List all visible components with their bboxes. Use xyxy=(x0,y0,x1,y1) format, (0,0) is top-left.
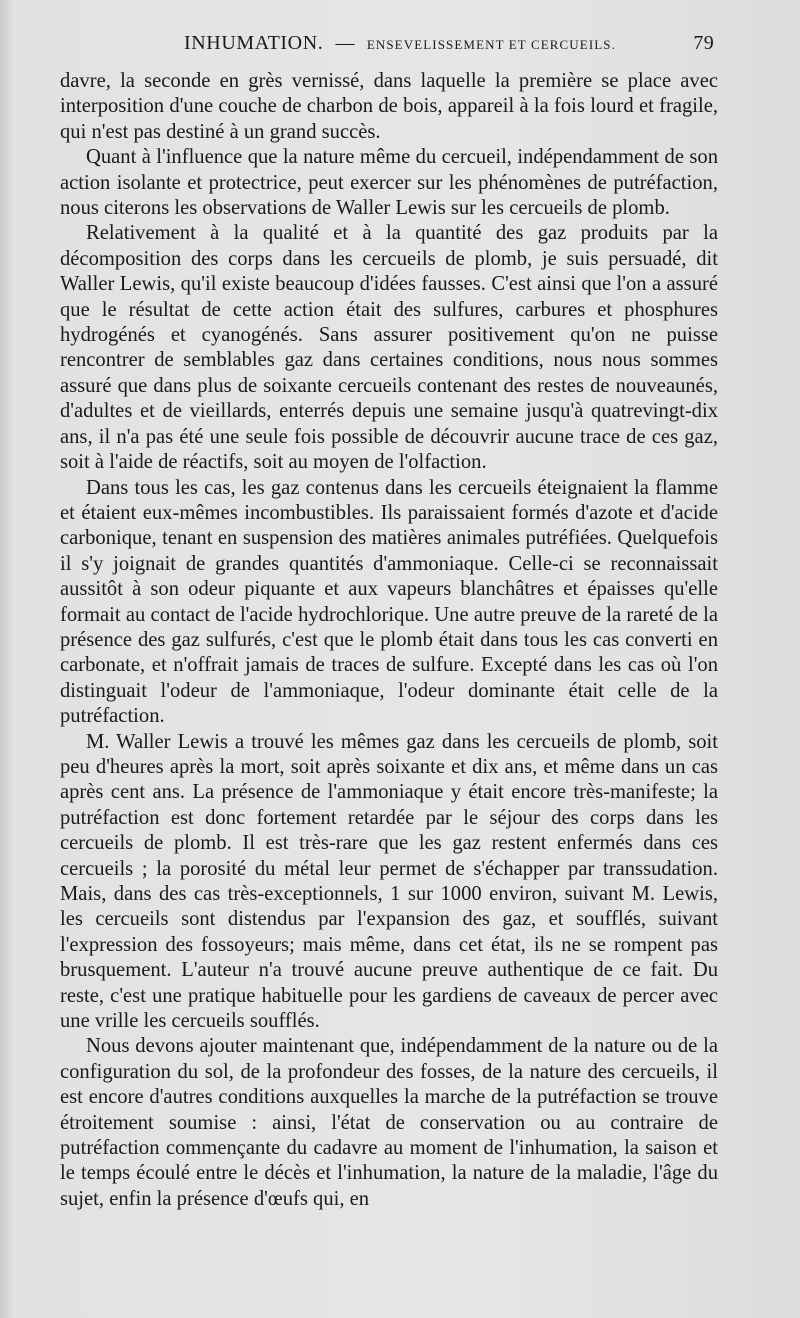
running-title-dash: — xyxy=(335,33,355,54)
paragraph-2: Quant à l'influence que la nature même du cercueil, indépendamment de son action isolante et protectrice, peut exercer sur les phénomènes de putréfaction, nous citerons les observations de Waller Lewis sur les cercueils de plomb. xyxy=(60,146,718,220)
running-title-main: INHUMATION. xyxy=(184,32,324,54)
running-header xyxy=(60,32,718,60)
paragraph-5: M. Waller Lewis a trouvé les mêmes gaz dans les cercueils de plomb, soit peu d'heures après la mort, soit après soixante et dix ans, et même dans un cas après cent ans. La présence de l'ammoniaque y était encore très-manifeste; la putréfaction est donc fortement retardée par le séjour des corps dans les cercueils de plomb. Il est très-rare que les gaz restent enfermés dans ces cercueils ; la porosité du métal leur permet de s'échapper par transsudation. Mais, dans des cas très-exceptionnels, 1 sur 1000 environ, suivant M. Lewis, les cercueils sont distendus par l'expansion des gaz, et soufflés, suivant l'expression des fossoyeurs; mais même, dans cet état, ils ne se rompent pas brusquement. L'auteur n'a trouvé aucune preuve authentique de ce fait. Du reste, c'est une pratique habituelle pour les gardiens de caveaux de percer avec une vrille les cercueils soufflés. xyxy=(60,730,718,1033)
paragraph-3: Relativement à la qualité et à la quantité des gaz produits par la décomposition des corps dans les cercueils de plomb, je suis persuadé, dit Waller Lewis, qu'il existe beaucoup d'idées fausses. C'est ainsi que l'on a assuré que le résultat de cette action était des sulfures, carbures et phosphures hydrogénés et cyanogénés. Sans assurer positivement qu'on ne puisse rencontrer de semblables gaz dans certaines conditions, nous nous sommes assuré que dans plus de soixante cercueils contenant des restes de nouveaunés, d'adultes et de vieillards, enterrés depuis une semaine jusqu'à quatrevingt-dix ans, il n'a pas été une seule fois possible de découvrir aucune trace de ces gaz, soit à l'aide de réactifs, soit au moyen de l'olfaction. xyxy=(60,222,718,474)
paragraph-6: Nous devons ajouter maintenant que, indépendamment de la nature ou de la configuration du sol, de la profondeur des fosses, de la nature des cercueils, il est encore d'autres conditions auxquelles la marche de la putréfaction se trouve étroitement soumise : ainsi, l'état de conservation ou au contraire de putréfaction commençante du cadavre au moment de l'inhumation, la saison et le temps écoulé entre le décès et l'inhumation, la nature de la maladie, l'âge du sujet, enfin la présence d'œufs qui, en xyxy=(60,1035,718,1210)
page-number: 79 xyxy=(693,32,714,54)
paragraph-1: davre, la seconde en grès vernissé, dans laquelle la première se place avec interposition d'une couche de charbon de bois, appareil à la fois lourd et fragile, qui n'est pas destiné à un grand succès. xyxy=(60,70,718,143)
paragraph-4: Dans tous les cas, les gaz contenus dans les cercueils éteignaient la flamme et étaient eux-mêmes incombustibles. Ils paraissaient formés d'azote et d'acide carbonique, tenant en suspension des matières animales putréfiées. Quelquefois il s'y joignait de grandes quantités d'ammoniaque. Celle-ci se reconnaissait aussitôt à son odeur piquante et aux vapeurs blanchâtres et épaisses qu'elle formait au contact de l'acide hydrochlorique. Une autre preuve de la rareté de la présence des gaz sulfurés, c'est que le plomb était dans tous les cas converti en carbonate, et n'offrait jamais de traces de sulfure. Excepté dans les cas où l'on distinguait l'odeur de l'ammoniaque, l'odeur dominante était celle de la putréfaction. xyxy=(60,476,718,728)
body-text xyxy=(60,69,718,1212)
running-title xyxy=(184,32,616,55)
running-title-sub: ENSEVELISSEMENT ET CERCUEILS. xyxy=(366,37,616,52)
